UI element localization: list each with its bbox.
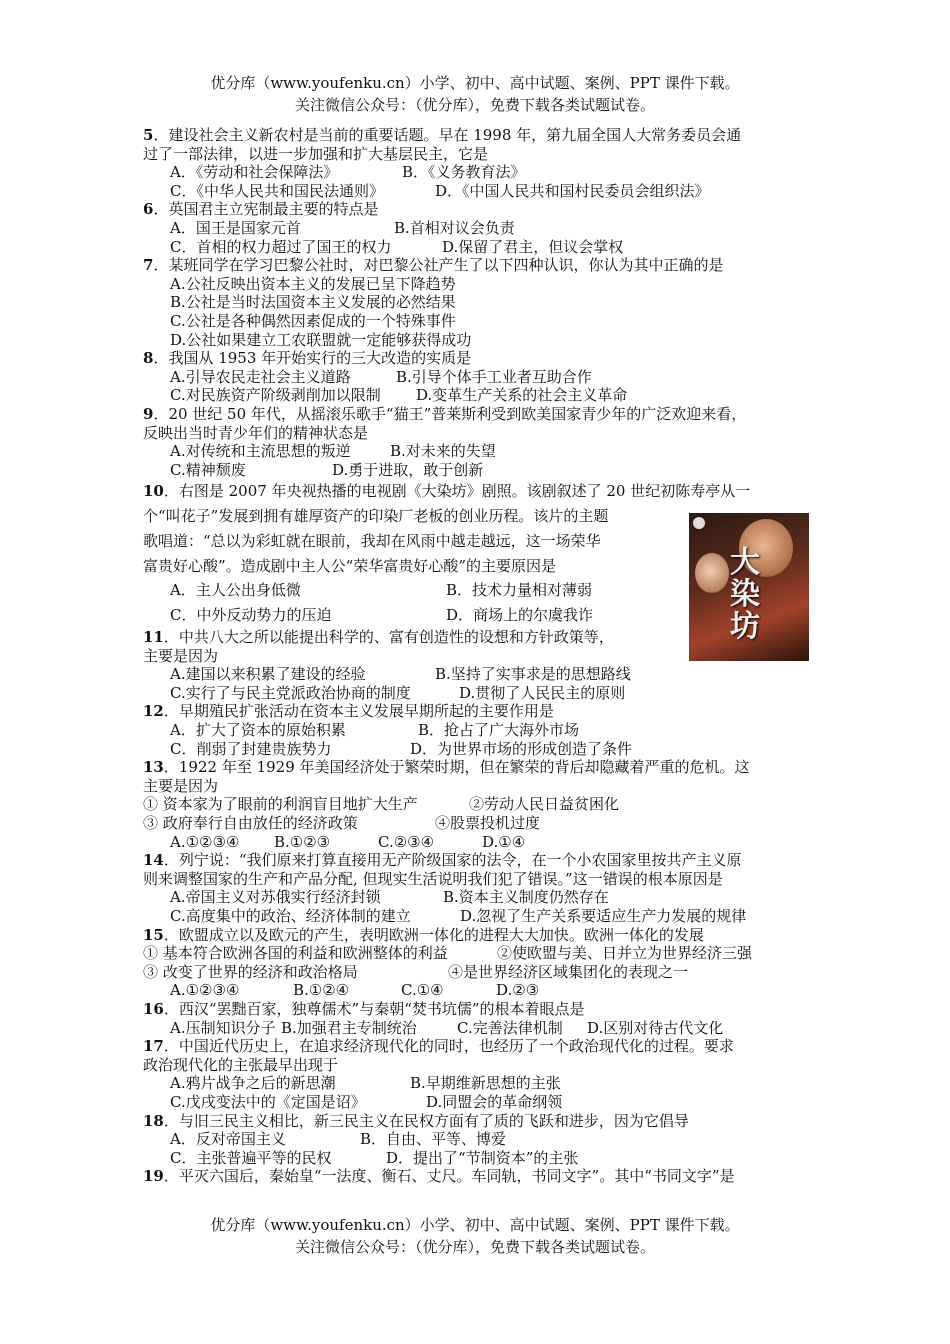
question-text-cont: 则来调整国家的生产和产品分配, 但现实生活说明我们犯了错误。”这一错误的根本原因是 [143, 869, 723, 888]
options-row [143, 888, 811, 907]
question-number: 18 [143, 1111, 164, 1130]
question-number: 16 [143, 999, 164, 1018]
option-d: D.贯彻了人民民主的原则 [459, 683, 626, 702]
statements-row [143, 963, 811, 982]
footer-line-2: 关注微信公众号：（优分库），免费下载各类试题试卷。 [294, 1238, 655, 1256]
option-c: C.公社是各种偶然因素促成的一个特殊事件 [170, 311, 456, 330]
question-number: 10 [143, 482, 164, 501]
question-number: 17 [143, 1037, 164, 1056]
question-text: ．列宁说：“我们原来打算直接用无产阶级国家的法令，在一个小农国家里按共产主义原 [163, 851, 742, 870]
option-b: B．《义务教育法》 [402, 163, 526, 182]
question-text: ．平灭六国后，秦始皇“一法度、衡石、丈尺。车同轨，书同文字”。其中“书同文字”是 [163, 1167, 735, 1186]
option-d: D.②③ [496, 981, 540, 1000]
question-12 [143, 702, 811, 721]
option-a: A.压制知识分子 [170, 1018, 276, 1037]
option-b: B.对未来的失望 [390, 442, 496, 461]
option-c: C．首相的权力超过了国王的权力 [170, 237, 392, 256]
option-c: C.②③④ [378, 832, 435, 851]
options-row [143, 1130, 811, 1149]
question-text-cont: 反映出当时青少年们的精神状态是 [143, 423, 369, 442]
option-d: D.①④ [482, 832, 526, 851]
question-text-cont: 过了一部法律，以进一步加强和扩大基层民主，它是 [143, 144, 489, 163]
header-line-2: 关注微信公众号：（优分库），免费下载各类试题试卷。 [294, 96, 655, 114]
footer-line-1: 优分库（www.youfenku.cn）小学、初中、高中试题、案例、PPT 课件下载。 [210, 1216, 740, 1234]
option-c: C．主张普遍平等的民权 [170, 1148, 332, 1167]
option-b: B.坚持了实事求是的思想路线 [435, 665, 631, 684]
question-number: 19 [143, 1167, 164, 1186]
question-text: ．中国近代历史上，在追求经济现代化的同时，也经历了一个政治现代化的过程。要求 [163, 1037, 734, 1056]
question-number: 12 [143, 702, 164, 721]
option-a: A．国王是国家元首 [170, 218, 301, 237]
option-c: C.实行了与民主党派政治协商的制度 [170, 683, 411, 702]
question-18 [143, 1112, 811, 1131]
question-14 [143, 851, 811, 870]
question-text: ．与旧三民主义相比，新三民主义在民权方面有了质的飞跃和进步，因为它倡导 [163, 1111, 689, 1130]
option-d: D．商场上的尔虞我诈 [446, 606, 594, 625]
option-b: B.资本主义制度仍然存在 [443, 888, 609, 907]
option-c: C.对民族资产阶级剥削加以限制 [170, 386, 381, 405]
actress-face [695, 553, 729, 593]
question-number: 13 [143, 758, 164, 777]
question-text: ．我国从 1953 年开始实行的三大改造的实质是 [153, 349, 472, 368]
options-row [143, 238, 811, 257]
question-text-cont: 政治现代化的主张最早出现于 [143, 1055, 339, 1074]
option-b: B．抢占了广大海外市场 [418, 721, 580, 740]
statement-3: ③ 政府奉行自由放任的经济政策 [143, 814, 358, 832]
option-c: C.①④ [401, 981, 444, 1000]
page-header [0, 72, 950, 116]
option-d: D．提出了“节制资本”的主张 [386, 1148, 579, 1167]
option-c: C．削弱了封建贵族势力 [170, 739, 332, 758]
option-a: A.引导农民走社会主义道路 [170, 367, 351, 386]
question-5 [143, 126, 811, 145]
option-d: D.保留了君主，但议会掌权 [442, 237, 624, 256]
question-number: 15 [143, 925, 164, 944]
statement-1: ① 资本家为了眼前的利润盲目地扩大生产 [143, 795, 418, 814]
question-number: 8 [143, 349, 154, 368]
option-a: A.建国以来积累了建设的经验 [170, 665, 366, 684]
option-a: A.鸦片战争之后的新思潮 [170, 1074, 336, 1093]
question-number: 9 [143, 404, 154, 423]
option-d: D.区别对待古代文化 [587, 1018, 724, 1037]
option-b: B．技术力量相对薄弱 [446, 581, 593, 600]
question-7 [143, 256, 811, 275]
question-number: 14 [143, 851, 164, 870]
page-footer [0, 1214, 950, 1258]
option-c: C．中外反动势力的压迫 [170, 606, 332, 625]
statement-4: ④是世界经济区域集团化的表现之一 [448, 962, 689, 981]
options-row [143, 182, 811, 201]
option-b: B.首相对议会负责 [394, 218, 515, 237]
question-number: 11 [143, 628, 164, 647]
option-b: B.①②③ [274, 832, 331, 851]
option-c: C.精神颓废 [170, 460, 246, 479]
question-text: ．1922 年至 1929 年美国经济处于繁荣时期，但在繁荣的背后却隐藏着严重的危机。这 [163, 758, 750, 777]
poster-title: 大染坊 [730, 545, 760, 644]
option-d: D.公社如果建立工农联盟就一定能够获得成功 [170, 330, 472, 349]
question-10 [143, 479, 811, 504]
question-number: 7 [143, 256, 154, 275]
question-text: ．早期殖民扩张活动在资本主义发展早期所起的主要作用是 [163, 702, 554, 721]
option-b: B.早期维新思想的主张 [410, 1074, 561, 1093]
question-text: ．20 世纪 50 年代，从摇滚乐歌手“猫王”普莱斯利受到欧美国家青少年的广泛欢迎来看， [153, 404, 747, 423]
options-row [143, 386, 811, 405]
question-number: 6 [143, 200, 154, 219]
statements-row [143, 944, 811, 963]
tv-drama-still-image [689, 513, 809, 661]
option-a: A.帝国主义对苏俄实行经济封锁 [170, 888, 381, 907]
option-b: B．自由、平等、博爱 [360, 1130, 507, 1149]
option-a: A．反对帝国主义 [170, 1130, 286, 1149]
question-text-cont: 富贵好心酸”。造成剧中主人公“荣华富贵好心酸”的主要原因是 [143, 556, 557, 575]
option-d: D.同盟会的革命纲领 [426, 1092, 563, 1111]
option-a: A.公社反映出资本主义的发展已呈下降趋势 [170, 274, 456, 293]
options-row [143, 721, 811, 740]
option-a: A．扩大了资本的原始积累 [170, 721, 346, 740]
question-text: ．建设社会主义新农村是当前的重要话题。早在 1998 年，第九届全国人大常务委员会通 [153, 126, 742, 144]
question-text: ．右图是 2007 年央视热播的电视剧《大染坊》剧照。该剧叙述了 20 世纪初陈寿亭从一 [163, 482, 751, 501]
statement-2: ②使欧盟与美、日并立为世界经济三强 [497, 944, 753, 963]
option-a: A.①②③④ [170, 981, 240, 1000]
option-a: A.①②③④ [170, 832, 240, 851]
question-text: ．英国君主立宪制最主要的特点是 [153, 200, 379, 219]
option-c: C.高度集中的政治、经济体制的建立 [170, 906, 411, 925]
option-c: C.完善法律机制 [457, 1018, 563, 1037]
question-text-cont: 歌唱道：“总以为彩虹就在眼前，我却在风雨中越走越远，这一场荣华 [143, 531, 601, 550]
options-row [143, 461, 811, 480]
option-b: B.加强君主专制统治 [281, 1018, 417, 1037]
option-d: D.变革生产关系的社会主义革命 [416, 386, 628, 405]
option-a: A．主人公出身低微 [170, 581, 301, 600]
question-6 [143, 200, 811, 219]
statement-3: ③ 改变了世界的经济和政治格局 [143, 962, 358, 981]
option-c: C.戊戌变法中的《定国是诏》 [170, 1092, 366, 1111]
option-a: A．《劳动和社会保障法》 [170, 163, 339, 182]
options-row [143, 833, 811, 852]
option-d: D．为世界市场的形成创造了条件 [410, 739, 633, 758]
options-row [143, 684, 811, 703]
statement-2: ②劳动人民日益贫困化 [469, 795, 620, 814]
question-16 [143, 1000, 811, 1019]
question-text: ．某班同学在学习巴黎公社时，对巴黎公社产生了以下四种认识，你认为其中正确的是 [153, 256, 724, 275]
question-8 [143, 349, 811, 368]
question-13 [143, 758, 811, 777]
options-row [143, 981, 811, 1000]
question-text-cont: 个“叫花子”发展到拥有雄厚资产的印染厂老板的创业历程。该片的主题 [143, 507, 609, 526]
option-b: B.①②④ [293, 981, 350, 1000]
options-row [143, 740, 811, 759]
options-row [143, 368, 811, 387]
options-row [143, 1019, 811, 1038]
exam-content [143, 126, 811, 1186]
options-row [143, 1074, 811, 1093]
statements-row [143, 814, 811, 833]
option-b: B.公社是当时法国资本主义发展的必然结果 [170, 293, 456, 312]
question-text-cont: 主要是因为 [143, 646, 219, 665]
option-a: A.对传统和主流思想的叛逆 [170, 442, 351, 461]
options-row [143, 907, 811, 926]
statement-1: ① 基本符合欧洲各国的利益和欧洲整体的利益 [143, 944, 448, 963]
question-15 [143, 926, 811, 945]
question-17 [143, 1037, 811, 1056]
options-row [143, 219, 811, 238]
option-d: D.忽视了生产关系要适应生产力发展的规律 [460, 906, 747, 925]
option-c: C．《中华人民共和国民法通则》 [170, 181, 384, 200]
header-line-1: 优分库（www.youfenku.cn）小学、初中、高中试题、案例、PPT 课件下载。 [210, 74, 740, 92]
options-row [143, 442, 811, 461]
question-text: ．欧盟成立以及欧元的产生，表明欧洲一体化的进程大大加快。欧洲一体化的发展 [163, 925, 704, 944]
options-row [143, 665, 811, 684]
option-d: D.勇于进取，敢于创新 [332, 460, 484, 479]
statements-row [143, 795, 811, 814]
question-9 [143, 405, 811, 424]
question-text: ．中共八大之所以能提出科学的、富有创造性的设想和方针政策等， [163, 628, 614, 647]
options-row [143, 163, 811, 182]
question-19 [143, 1167, 811, 1186]
cctv-logo-icon [693, 517, 705, 529]
option-b: B.引导个体手工业者互助合作 [396, 367, 592, 386]
question-text-cont: 主要是因为 [143, 776, 219, 795]
statement-4: ④股票投机过度 [435, 814, 541, 832]
question-number: 5 [143, 126, 154, 144]
options-row [143, 1149, 811, 1168]
options-row [143, 1093, 811, 1112]
question-text: ．西汉“罢黜百家，独尊儒术”与秦朝“焚书坑儒”的根本着眼点是 [163, 999, 585, 1018]
option-d: D．《中国人民共和国村民委员会组织法》 [435, 181, 710, 200]
